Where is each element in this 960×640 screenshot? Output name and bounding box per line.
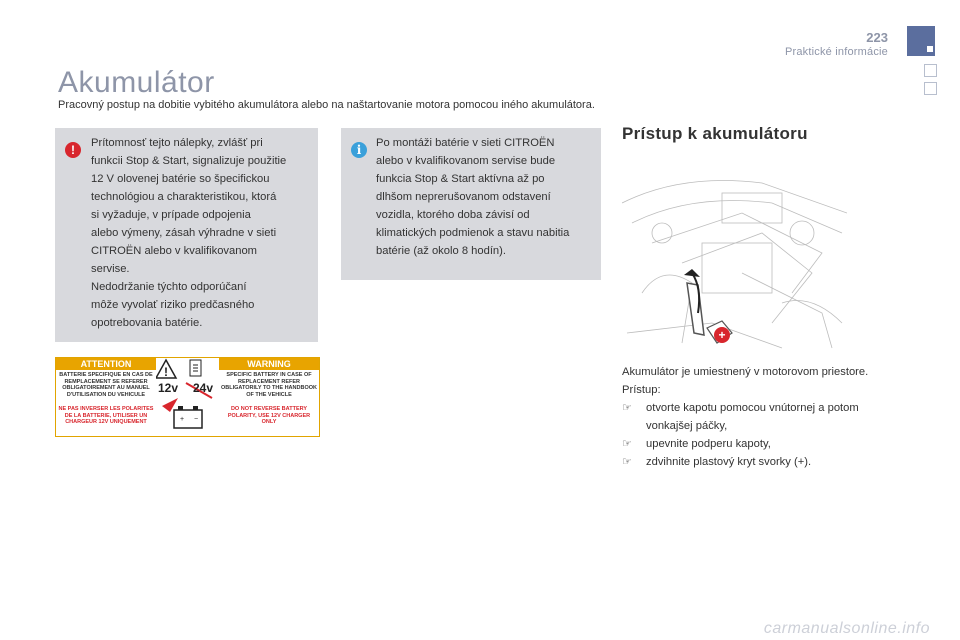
page-title: Akumulátor — [58, 66, 215, 99]
sticker-12v: 12v — [157, 381, 179, 395]
info-text: Po montáži batérie v sieti CITROËN alebo v kvalifikovanom servise bude funkcia Stop & Start aktívna až po dlhšom neprerušovanom odstavení vozidla, ktorého doba závisí od klimatických podmienok a stavu nabitia batérie (až okolo 8 hodín). — [376, 137, 570, 257]
sticker-en-top: SPECIFIC BATTERY IN CASE OF REPLACEMENT REFER OBLIGATORILY TO THE HANDBOOK OF THE VEHICLE — [221, 372, 317, 398]
access-step — [622, 453, 892, 471]
svg-text:−: − — [194, 416, 199, 423]
page-number: 223 — [866, 30, 888, 45]
page-subtitle: Pracovný postup na dobitie vybitého akumulátora alebo na naštartovanie motora pomocou iného akumulátora. — [58, 99, 595, 111]
access-step-text: upevnite podperu kapoty, — [646, 438, 771, 450]
access-label: Prístup: — [622, 384, 661, 396]
bullet-hand-icon: ☞ — [622, 402, 633, 414]
bullet-hand-icon: ☞ — [622, 438, 633, 450]
warning-text: Prítomnosť tejto nálepky, zvlášť pri funkcii Stop & Start, signalizuje použitie 12 V olovenej batérie so špecifickou technológiou a charakteristikou, ktorá si vyžaduje, v prípade odpojenia alebo výmeny, zásah výhradne v sieti CITROËN alebo v kvalifikovanom servise. Nedodržanie týchto odporúčaní môže vyvolať riziko predčasného opotrebovania batérie. — [91, 137, 287, 329]
bullet-hand-icon: ☞ — [622, 456, 633, 468]
svg-text:!: ! — [164, 365, 168, 379]
section-name: Praktické informácie — [784, 46, 888, 58]
sticker-fr-bottom: NE PAS INVERSER LES POLARITES DE LA BATTERIE, UTILISER UN CHARGEUR 12V UNIQUEMENT — [58, 406, 154, 425]
sticker-attention: ATTENTION — [56, 358, 156, 370]
engine-bay-illustration — [622, 173, 847, 353]
svg-text:+: + — [718, 328, 726, 342]
access-step-text: zdvihnite plastový kryt svorky (+). — [646, 456, 812, 468]
info-icon: i — [351, 142, 367, 158]
access-text — [622, 363, 892, 471]
access-intro: Akumulátor je umiestnený v motorovom priestore. — [622, 366, 869, 378]
access-step — [622, 435, 892, 453]
sticker-fr-top: BATTERIE SPECIFIQUE EN CAS DE REMPLACEMENT SE REFERER OBLIGATOIREMENT AU MANUEL D'UTILISATION DU VEHICULE — [59, 372, 153, 398]
svg-text:+: + — [180, 416, 185, 423]
battery-warning-sticker — [55, 357, 320, 437]
access-step-text: otvorte kapotu pomocou vnútornej a potom vonkajšej páčky, — [646, 402, 859, 432]
access-heading: Prístup k akumulátoru — [622, 124, 808, 143]
watermark: carmanualsonline.info — [763, 620, 930, 637]
warning-icon: ! — [65, 142, 81, 158]
access-step — [622, 399, 892, 435]
battery-pictogram-icon — [156, 358, 219, 436]
chapter-tab-active[interactable] — [907, 26, 935, 56]
sticker-warning: WARNING — [219, 358, 319, 370]
chapter-tab[interactable] — [924, 64, 937, 77]
sticker-24v: 24v — [192, 381, 214, 395]
chapter-tab[interactable] — [924, 82, 937, 95]
sticker-en-bottom: DO NOT REVERSE BATTERY POLARITY, USE 12V CHARGER ONLY — [227, 406, 311, 425]
